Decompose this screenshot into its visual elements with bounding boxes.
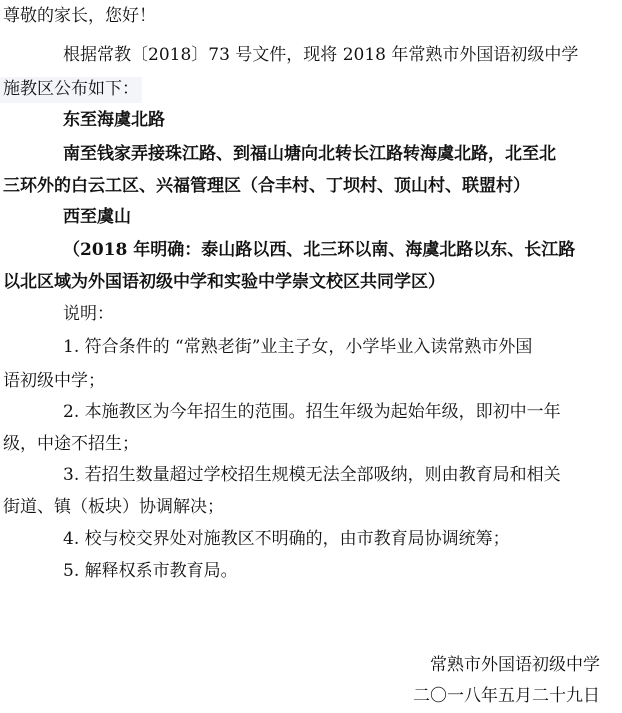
east-boundary: 东至海虞北路 [63, 110, 165, 130]
note-1-line-2: 语初级中学； [3, 371, 105, 391]
signature-date: 二〇一八年五月二十九日 [413, 686, 600, 706]
clarification-line-1: （2018 年明确：泰山路以西、北三环以南、海虞北路以东、长江路 [63, 240, 576, 260]
note-4: 4. 校与校交界处对施教区不明确的，由市教育局协调统筹； [63, 529, 510, 549]
note-2-line-2: 级，中途不招生； [3, 434, 139, 454]
notes-title: 说明： [63, 304, 114, 324]
note-2-line-1: 2. 本施教区为今年招生的范围。招生年级为起始年级，即初中一年 [63, 402, 561, 422]
intro-line-1: 根据常教〔2018〕73 号文件，现将 2018 年常熟市外国语初级中学 [63, 45, 579, 65]
note-1-line-1: 1. 符合条件的 “常熟老街”业主子女，小学毕业入读常熟市外国 [63, 337, 533, 357]
signature-organization: 常熟市外国语初级中学 [430, 655, 600, 675]
note-5: 5. 解释权系市教育局。 [63, 561, 238, 581]
west-boundary: 西至虞山 [63, 207, 131, 227]
intro-line-2: 施教区公布如下： [0, 77, 142, 103]
south-north-boundary-line-2: 三环外的白云工区、兴福管理区（合丰村、丁坝村、顶山村、联盟村） [3, 176, 530, 196]
clarification-line-2: 以北区域为外国语初级中学和实验中学崇文校区共同学区） [3, 272, 445, 292]
south-north-boundary-line-1: 南至钱家弄接珠江路、到福山塘向北转长江路转海虞北路，北至北 [63, 144, 556, 164]
note-3-line-2: 街道、镇（板块）协调解决； [3, 497, 224, 517]
greeting: 尊敬的家长，您好！ [3, 6, 156, 26]
note-3-line-1: 3. 若招生数量超过学校招生规模无法全部吸纳，则由教育局和相关 [63, 465, 561, 485]
